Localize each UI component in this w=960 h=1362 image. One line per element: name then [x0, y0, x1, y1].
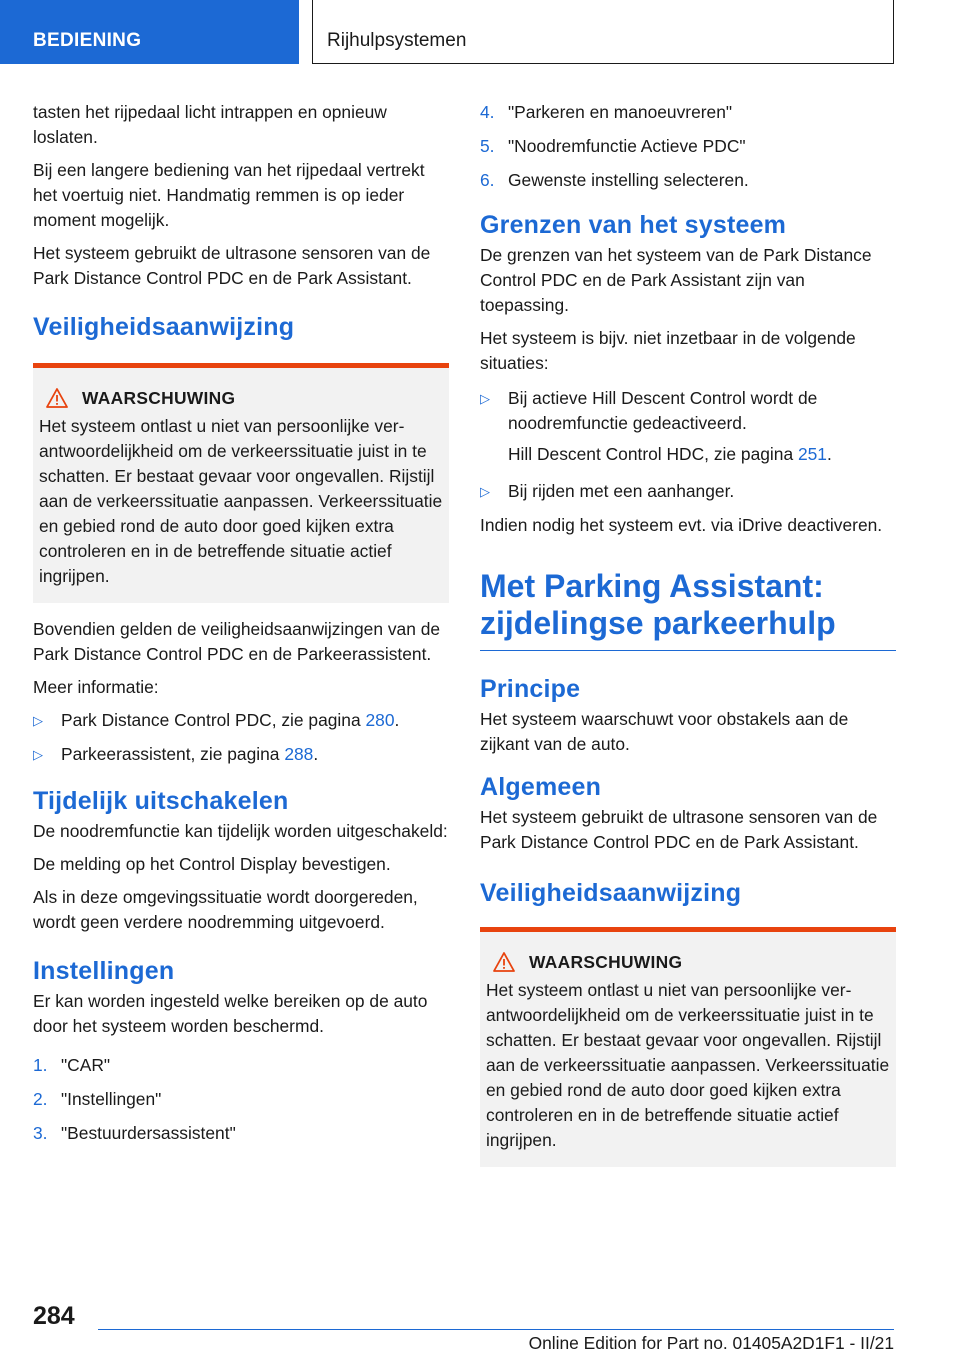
list-item-text: Bij rijden met een aanhanger.	[508, 481, 735, 501]
section-heading-safety: Veiligheidsaanwijzing	[33, 313, 295, 341]
paragraph: tasten het rijpedaal licht intrappen en opnieuw loslaten.	[33, 102, 387, 147]
warning-header	[486, 950, 890, 974]
step-item	[480, 168, 896, 193]
section-heading-principle: Principe	[480, 675, 581, 703]
list-item-text: Bij actieve Hill Descent Control wordt de noodremfunctie gedeactiveerd.	[508, 388, 818, 433]
warning-text: Het systeem ontlast u niet van persoonlijke verantwoordelijkheid om de verkeerssituatie juist in te schatten. Er bestaat gevaar voor ongevallen. Rijstijl aan de verkeerssituatie aanpassen. Verkeerssituatie en gebied rond de auto door goed kijken extra controleren en in de betreffende situatie actief ingrijpen.	[39, 416, 443, 586]
page-link-280[interactable]: 280	[365, 710, 395, 730]
paragraph: Indien nodig het systeem evt. via iDrive deactiveren.	[480, 515, 883, 535]
list-item: ▷ Parkeerassistent, zie pagina 288.	[33, 742, 449, 767]
right-column	[480, 100, 896, 1181]
section-heading-limits: Grenzen van het systeem	[480, 211, 787, 239]
warning-box	[33, 363, 449, 603]
list-item-text: Park Distance Control PDC, zie pagina	[61, 710, 366, 730]
situations-list	[480, 386, 896, 436]
section-heading-disable: Tijdelijk uitschakelen	[33, 787, 289, 815]
situations-list-2	[480, 479, 896, 504]
paragraph: Bovendien gelden de veiligheidsaanwijzingen van de Park Distance Control PDC en de Parkeerassistent.	[33, 619, 441, 664]
list-item-text: Parkeerassistent, zie pagina	[61, 744, 285, 764]
warning-triangle-icon	[493, 952, 515, 972]
left-column	[33, 100, 449, 1155]
warning-text: Het systeem ontlast u niet van persoonlijke verantwoordelijkheid om de verkeerssituatie juist in te schatten. Er bestaat gevaar voor ongevallen. Rijstijl aan de verkeerssituatie aanpassen. Verkeerssituatie en gebied rond de auto door goed kijken extra controleren en in de betreffende situatie actief ingrijpen.	[486, 980, 890, 1150]
page-number: 284	[33, 1302, 75, 1330]
paragraph: Het systeem gebruikt de ultrasone sensoren van de Park Distance Control PDC en de Park Assistant.	[33, 243, 431, 288]
chapter-title: Rijhulpsystemen	[327, 30, 467, 51]
triangle-bullet-icon: ▷	[33, 713, 43, 728]
warning-triangle-icon	[46, 388, 68, 408]
triangle-bullet-icon: ▷	[480, 391, 490, 406]
triangle-bullet-icon: ▷	[480, 484, 490, 499]
warning-box	[480, 927, 896, 1167]
paragraph: Het systeem waarschuwt voor obstakels aan de zijkant van de auto.	[480, 709, 849, 754]
list-item: ▷ Park Distance Control PDC, zie pagina 280.	[33, 708, 449, 733]
page-link-251[interactable]: 251	[797, 444, 827, 464]
section-heading-settings: Instellingen	[33, 957, 175, 985]
step-number: 1.	[33, 1055, 48, 1075]
paragraph: De melding op het Control Display bevestigen.	[33, 854, 391, 874]
section-tab	[0, 0, 299, 64]
step-number: 3.	[33, 1123, 48, 1143]
warning-title: WAARSCHUWING	[82, 388, 236, 408]
step-text: "Noodremfunctie Actieve PDC"	[508, 136, 746, 156]
triangle-bullet-icon: ▷	[33, 747, 43, 762]
step-text: "CAR"	[61, 1055, 111, 1075]
step-item	[33, 1053, 449, 1078]
paragraph: Het systeem is bijv. niet inzetbaar in de volgende situaties:	[480, 328, 856, 373]
step-item	[480, 100, 896, 125]
paragraph: Meer informatie:	[33, 677, 159, 697]
paragraph: De grenzen van het systeem van de Park Distance Control PDC en de Park Assistant zijn van toepassing.	[480, 245, 872, 315]
step-text: Gewenste instelling selecteren.	[508, 170, 749, 190]
paragraph: Er kan worden ingesteld welke bereiken op de auto door het systeem worden beschermd.	[33, 991, 428, 1036]
section-heading-safety: Veiligheidsaanwijzing	[480, 879, 742, 907]
step-text: "Bestuurdersassistent"	[61, 1123, 236, 1143]
step-number: 5.	[480, 136, 495, 156]
settings-steps	[33, 1053, 449, 1146]
step-number: 6.	[480, 170, 495, 190]
step-item	[33, 1087, 449, 1112]
list-item	[480, 386, 896, 436]
step-number: 4.	[480, 102, 495, 122]
settings-steps-continued	[480, 100, 896, 193]
edition-note: Online Edition for Part no. 01405A2D1F1 - II/21	[528, 1333, 894, 1353]
list-item	[480, 479, 896, 504]
paragraph: De noodremfunctie kan tijdelijk worden uitgeschakeld:	[33, 821, 448, 841]
warning-title: WAARSCHUWING	[529, 952, 683, 972]
chapter-heading: Met Parking Assistant: zijdelingse parkeerhulp	[480, 568, 896, 651]
step-item	[33, 1121, 449, 1146]
page-link-288[interactable]: 288	[284, 744, 314, 764]
step-number: 2.	[33, 1089, 48, 1109]
step-text: "Parkeren en manoeuvreren"	[508, 102, 733, 122]
step-item	[480, 134, 896, 159]
step-text: "Instellingen"	[61, 1089, 162, 1109]
more-info-list	[33, 708, 449, 767]
paragraph: Bij een langere bediening van het rijpedaal vertrekt het voertuig niet. Handmatig remmen is op ieder moment mogelijk.	[33, 160, 425, 230]
section-heading-general: Algemeen	[480, 773, 602, 801]
chapter-header	[312, 0, 894, 64]
section-title: BEDIENING	[33, 30, 142, 51]
sub-paragraph: Hill Descent Control HDC, zie pagina 251.	[508, 444, 832, 464]
paragraph: Het systeem gebruikt de ultrasone sensoren van de Park Distance Control PDC en de Park Assistant.	[480, 807, 878, 852]
paragraph: Als in deze omgevingssituatie wordt doorgereden, wordt geen verdere noodremming uitgevoerd.	[33, 887, 418, 932]
warning-header	[39, 386, 443, 410]
footer-divider	[98, 1329, 894, 1330]
